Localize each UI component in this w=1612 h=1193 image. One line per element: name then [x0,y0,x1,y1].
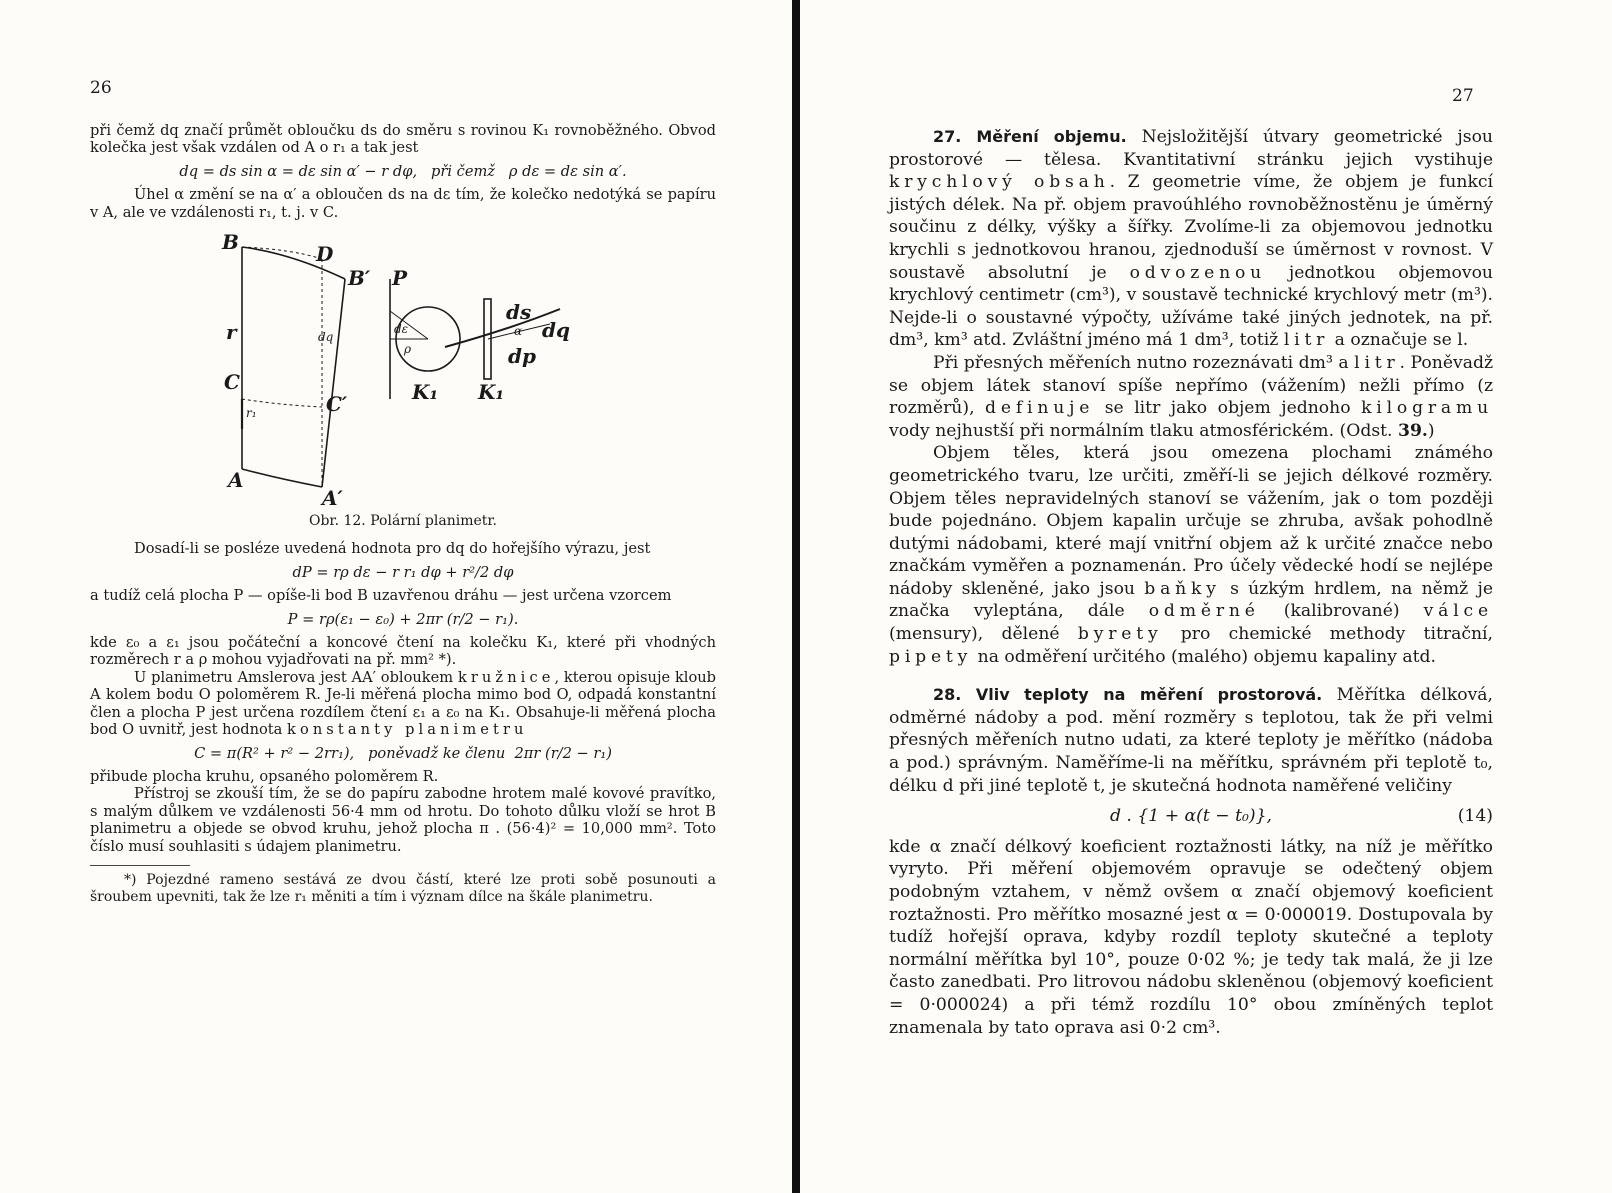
left-text-column [90,122,716,906]
left-paragraph-7: přibude plocha kruhu, opsaného poloměrem R. [90,767,439,785]
text-run: ) [1427,420,1435,441]
equation-dp: dP = rρ dε − r r₁ dφ + r²/2 dφ [292,563,514,581]
text-run: U planimetru Amslerova jest AA′ obloukem [134,668,458,686]
fig-label-de: dε [394,322,409,337]
text-run: (kalibrované) [1259,601,1424,622]
fig-label-dp: dp [508,344,536,369]
spaced-term-litr-2: litr [1354,352,1400,373]
section-28-paragraph-1 [889,684,1493,797]
left-paragraph-1: při čemž dq značí průmět obloučku ds do směru s rovinou K₁ rovnoběžného. Obvod kolečka jest však vzdálen od A o r₁ a tak jest [90,122,716,157]
left-paragraph-2: Úhel α změní se na α′ a obloučen ds na dε tím, že kolečko nedotýká se papíru v A, ale ve vzdálenosti r₁, t. j. v C. [90,186,716,221]
text-run: Při přesných měřeních nutno rozeznávati dm³ a [933,352,1355,373]
section-28-heading: 28. Vliv teploty na měření prostorová. [933,685,1323,705]
fig-label-a-prime: A′ [322,486,343,510]
fig-label-b-prime: B′ [348,266,371,291]
section-gap [889,668,1493,684]
fig-label-k1-circle: K₁ [412,380,439,405]
equation-text: d . {1 + α(t − t₀)}, [1109,806,1273,827]
spaced-term-pipety: pipety [889,646,973,667]
text-run: Nejsložitější útvary geometrické jsou prostorové — tělesa. Kvantitativní stránku jejich vystihuje [889,127,1493,170]
section-27-heading: 27. Měření objemu. [933,127,1127,146]
left-paragraph-8: Přístroj se zkouší tím, že se do papíru zabodne hrotem malé kovové pravítko, s malým důlkem ve vzdálenosti 56·4 mm od hrotu. Do tohoto důlku vloží se hrot B planimetru a objede se obvod kruhu, jehož plocha π . (56·4)² = 10,000 mm². Toto číslo musí souhlasiti s údajem planimetru. [90,785,716,855]
left-paragraph-3: Dosadí-li se posléze uvedená hodnota pro dq do hořejšího výrazu, jest [134,540,651,558]
fig-label-dq-left: dq [318,330,334,345]
left-paragraph-5: kde ε₀ a ε₁ jsou počáteční a koncové čtení na kolečku K₁, které při vhodných rozměrech r a ρ mohou vyjadřovati na př. mm² *). [90,634,716,669]
text-run: . Z geometrie víme, že objem je funkcí jistých délek. Na př. objem pravoúhlého rovnoběžnostěnu je úměrný součinu z délky, výšky a šířky. Zvolíme-li za objemovou jednotku krychli s jednotkovou hranou, zjednoduší se úměrnost v rovnost. V soustavě absolutní je [889,172,1493,283]
right-page [800,0,1612,1193]
spaced-term-kruznice: kružnice [457,668,555,686]
text-run: (mensury), dělené [889,624,1078,645]
page-number-right: 27 [1452,86,1474,106]
equation-dq: dq = ds sin α = dε sin α′ − r dφ, při čemž ρ dε = dε sin α′. [179,162,627,180]
text-run: Měřítka délková, odměrné nádoby a pod. mění rozměry s teplotou, tak že při velmi přesných měřeních nutno udati, za které teploty je měřítko (nádoba a pod.) správným. Naměříme-li na měřítku, správném při teplotě t₀, délku d při jiné teplotě t, je skutečná hodnota naměřené veličiny [889,685,1494,796]
text-run: vody nejhustší při normálním tlaku atmosférickém. (Odst. [889,420,1398,441]
fig-label-ds: ds [506,300,532,325]
reference-39: 39. [1398,420,1428,441]
fig-label-c: C [224,370,240,395]
section-28-paragraph-2: kde α značí délkový koeficient roztažnosti látky, na níž je měřítko vyryto. Při měření objemovém opravuje se odečtený objem podobným vztahem, v němž ovšem α značí objemový koeficient roztažnosti. Pro měřítko mosazné jest α = 0·000019. Dostupovala by tudíž hořejší oprava, kdyby rozdíl teploty skutečné a teploty normální měřítka byl 10°, pouze 0·02 %; je tedy tak malá, že ji lze často zanedbati. Pro litrovou nádobu skleněnou (objemový koeficient = 0·000024) a při témž rozdílu 10° obou zmíněných teplot znamenala by tato oprava asi 0·2 cm³. [889,836,1493,1038]
fig-label-d: D [316,242,334,267]
right-text-column [889,126,1493,1039]
section-27-paragraph-3 [889,442,1493,668]
text-run: , kterou opisuje kloub A kolem bodu O poloměrem R. Je-li měřená plocha mimo bod O, odpadá konstantní člen a plocha P jest určena rozdílem čtení ε₁ a ε₀ na K₁. Obsahuje-li měřená plocha bod O uvnitř, jest hodnota [90,668,716,739]
fig-label-rho: ρ [404,342,412,357]
page-number-left: 26 [90,78,112,98]
text-run: jednotkou objemovou krychlový centimetr (cm³), v soustavě technické krychlový metr (m³). Nejde-li o soustavné výpočty, užíváme také jiných jednotek, na př. dm³, km³ atd. Zvláštní jméno má 1 dm³, totiž [889,262,1493,351]
section-27-paragraph-1 [889,126,1493,352]
text-run: s úzkým hrdlem, na němž je značka vyleptána, dále [889,578,1493,622]
fig-label-r: r [226,320,237,345]
text-run: . Poněvadž se objem látek stanoví spíše nepřímo (vážením) nežli přímo (z rozměrů), [889,352,1494,419]
fig-label-alpha: α [514,324,523,339]
fig-label-k1-wheel: K₁ [478,380,505,405]
text-run: pro chemické methody titrační, [1162,624,1493,645]
fig-label-a: A [228,468,244,493]
spaced-term-byrety: byrety [1077,624,1163,645]
fig-label-dq-right: dq [542,318,570,343]
spaced-term-banky: baňky [1144,578,1221,599]
spaced-term-definuje: definuje [985,398,1095,419]
spaced-term-konstanty: konstanty planimetru [287,721,528,739]
equation-c: C = π(R² + r² − 2rr₁), poněvadž ke členu 2πr (r/2 − r₁) [194,744,612,762]
text-run: na odměření určitého (malého) objemu kapaliny atd. [972,646,1436,667]
left-page [0,0,792,1193]
fig-label-c-prime: C′ [326,392,348,417]
spaced-term-odvozenou: odvozenou [1129,262,1267,283]
footnote: *) Pojezdné rameno sestává ze dvou částí, které lze proti sobě posunouti a šroubem upevniti, tak že lze r₁ měniti a tím i význam dílce na škále planimetru. [90,871,716,905]
figure-caption: Obr. 12. Polární planimetr. [308,513,498,530]
left-paragraph-6 [90,669,716,739]
fig-label-r1: r₁ [246,406,257,421]
spaced-term-krychlovy-obsah: krychlový obsah [889,172,1110,193]
spaced-term-litr: litr [1283,330,1330,351]
book-spine [792,0,800,1193]
spaced-term-odmerne: odměrné [1148,601,1260,622]
fig-label-b: B [222,230,239,255]
text-run: Objem těles, která jsou omezena plochami známého geometrického tvaru, lze určiti, změří-li se jejich délkové rozměry. Objem těles nepravidelných stanoví se vážením, jak o tom později bude pojednáno. Objem kapalin určuje se zhruba, avšak pohodlně dutými nádobami, které mají vnitřní objem až k určité značce nebo značkám vyměřen a poznamenán. Pro účely vědecké hodí se nejlépe nádoby skleněné, jako jsou [889,443,1493,599]
figure-polar-planimeter [90,229,716,509]
text-run: a označuje se l. [1329,330,1469,351]
section-27-paragraph-2 [889,352,1493,442]
footnote-rule [90,865,190,866]
fig-label-p: P [392,266,408,291]
text-run: se litr jako objem jednoho [1094,398,1362,419]
equation-14 [889,805,1493,828]
planimeter-diagram [90,229,716,509]
spaced-term-valce: válce [1423,601,1493,622]
spaced-term-kilogramu: kilogramu [1361,398,1493,419]
left-paragraph-4: a tudíž celá plocha P — opíše-li bod B uzavřenou dráhu — jest určena vzorcem [90,587,672,605]
equation-p: P = rρ(ε₁ − ε₀) + 2πr (r/2 − r₁). [287,610,519,628]
equation-number: (14) [1457,806,1493,827]
